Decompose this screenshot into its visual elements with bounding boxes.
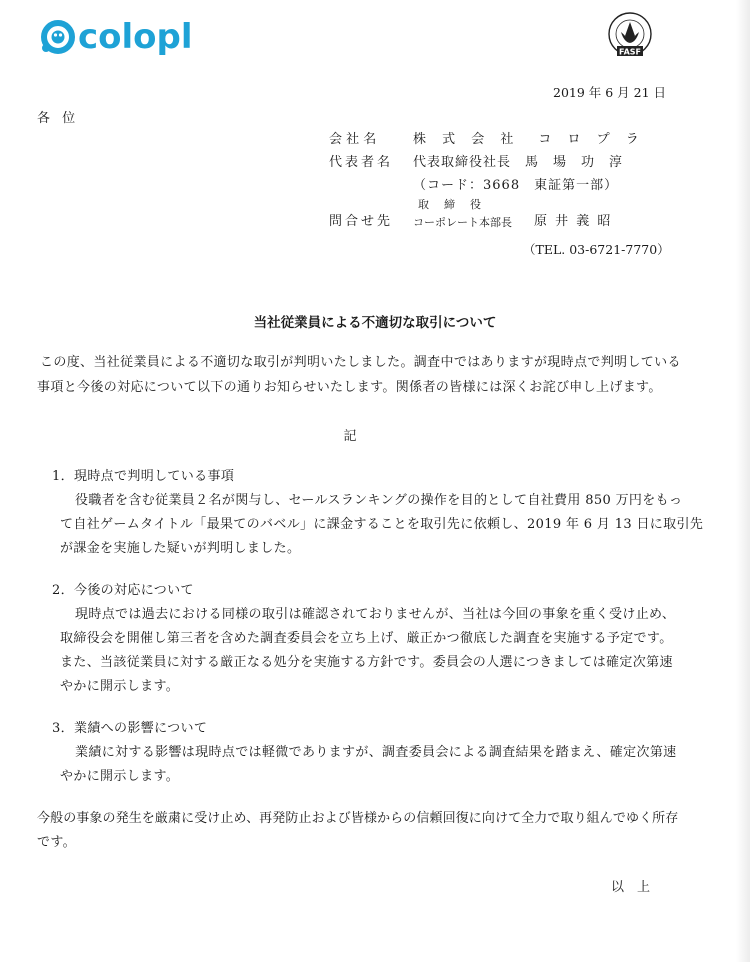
document-date: 2019 年 6 月 21 日	[553, 85, 667, 100]
intro-line: この度、当社従業員による不適切な取引が判明いたしました。調査中ではありますが現時点で判明している	[40, 355, 681, 370]
section-heading: 2．今後の対応について	[52, 583, 194, 598]
page-edge-shade	[736, 0, 750, 962]
intro-line: 事項と今後の対応について以下の通りお知らせいたします。関係者の皆様には深くお詫び申し上げます。	[37, 380, 662, 395]
section-line: また、当該従業員に対する厳正なる処分を実施する方針です。委員会の人選につきましては確定次第速	[60, 655, 673, 670]
section-line: 取締役会を開催し第三者を含めた調査委員会を立ち上げ、厳正かつ徹底した調査を実施する予定です。	[60, 631, 673, 646]
contact-title-corporate: コーポレート本部長	[413, 216, 512, 229]
fasf-label: FASF	[619, 47, 641, 57]
end-mark: 以 上	[611, 880, 651, 895]
company-name: 株 式 会 社 コ ロ プ ラ	[413, 132, 645, 147]
section-line: 役職者を含む従業員２名が関与し、セールスランキングの操作を目的として自社費用 850 万円をもっ	[75, 493, 683, 508]
section-line: が課金を実施した疑いが判明しました。	[60, 541, 301, 556]
recipient: 各 位	[37, 111, 80, 126]
representative-label: 代表者名	[329, 155, 394, 170]
contact-name: 原 井 義 昭	[534, 214, 613, 229]
section-line: やかに開示します。	[60, 679, 180, 694]
contact-tel: （TEL. 03-6721-7770）	[523, 242, 670, 257]
contact-title-director: 取 締 役	[418, 198, 483, 211]
section-line: て自社ゲームタイトル「最果てのバベル」に課金することを取引先に依頼し、2019 年 6 月 13 日に取引先	[60, 517, 704, 532]
closing-line: です。	[37, 835, 77, 850]
section-line: 業績に対する影響は現時点では軽微でありますが、調査委員会による調査結果を踏まえ、確定次第速	[75, 745, 677, 760]
section-heading: 3．業績への影響について	[52, 721, 208, 736]
company-label: 会 社 名	[329, 132, 377, 147]
section-line: 現時点では過去における同様の取引は確認されておりませんが、当社は今回の事象を重く受け止め、	[75, 607, 676, 622]
representative-name: 代表取締役社長 馬 場 功 淳	[413, 155, 624, 170]
stock-code: （コード：3668 東証第一部）	[413, 178, 619, 193]
document-title: 当社従業員による不適切な取引について	[253, 315, 497, 331]
colopl-logo	[40, 12, 193, 62]
ki-marker: 記	[343, 429, 357, 444]
logo-text: colopl	[78, 17, 193, 57]
fasf-seal-icon	[607, 10, 653, 64]
section-line: やかに開示します。	[60, 769, 180, 784]
closing-line: 今般の事象の発生を厳粛に受け止め、再発防止および皆様からの信頼回復に向けて全力で取り組んでゆく所存	[37, 811, 679, 826]
section-heading: 1．現時点で判明している事項	[52, 469, 235, 484]
colopl-mascot-icon	[40, 19, 76, 55]
contact-label: 問合せ先	[329, 214, 394, 229]
